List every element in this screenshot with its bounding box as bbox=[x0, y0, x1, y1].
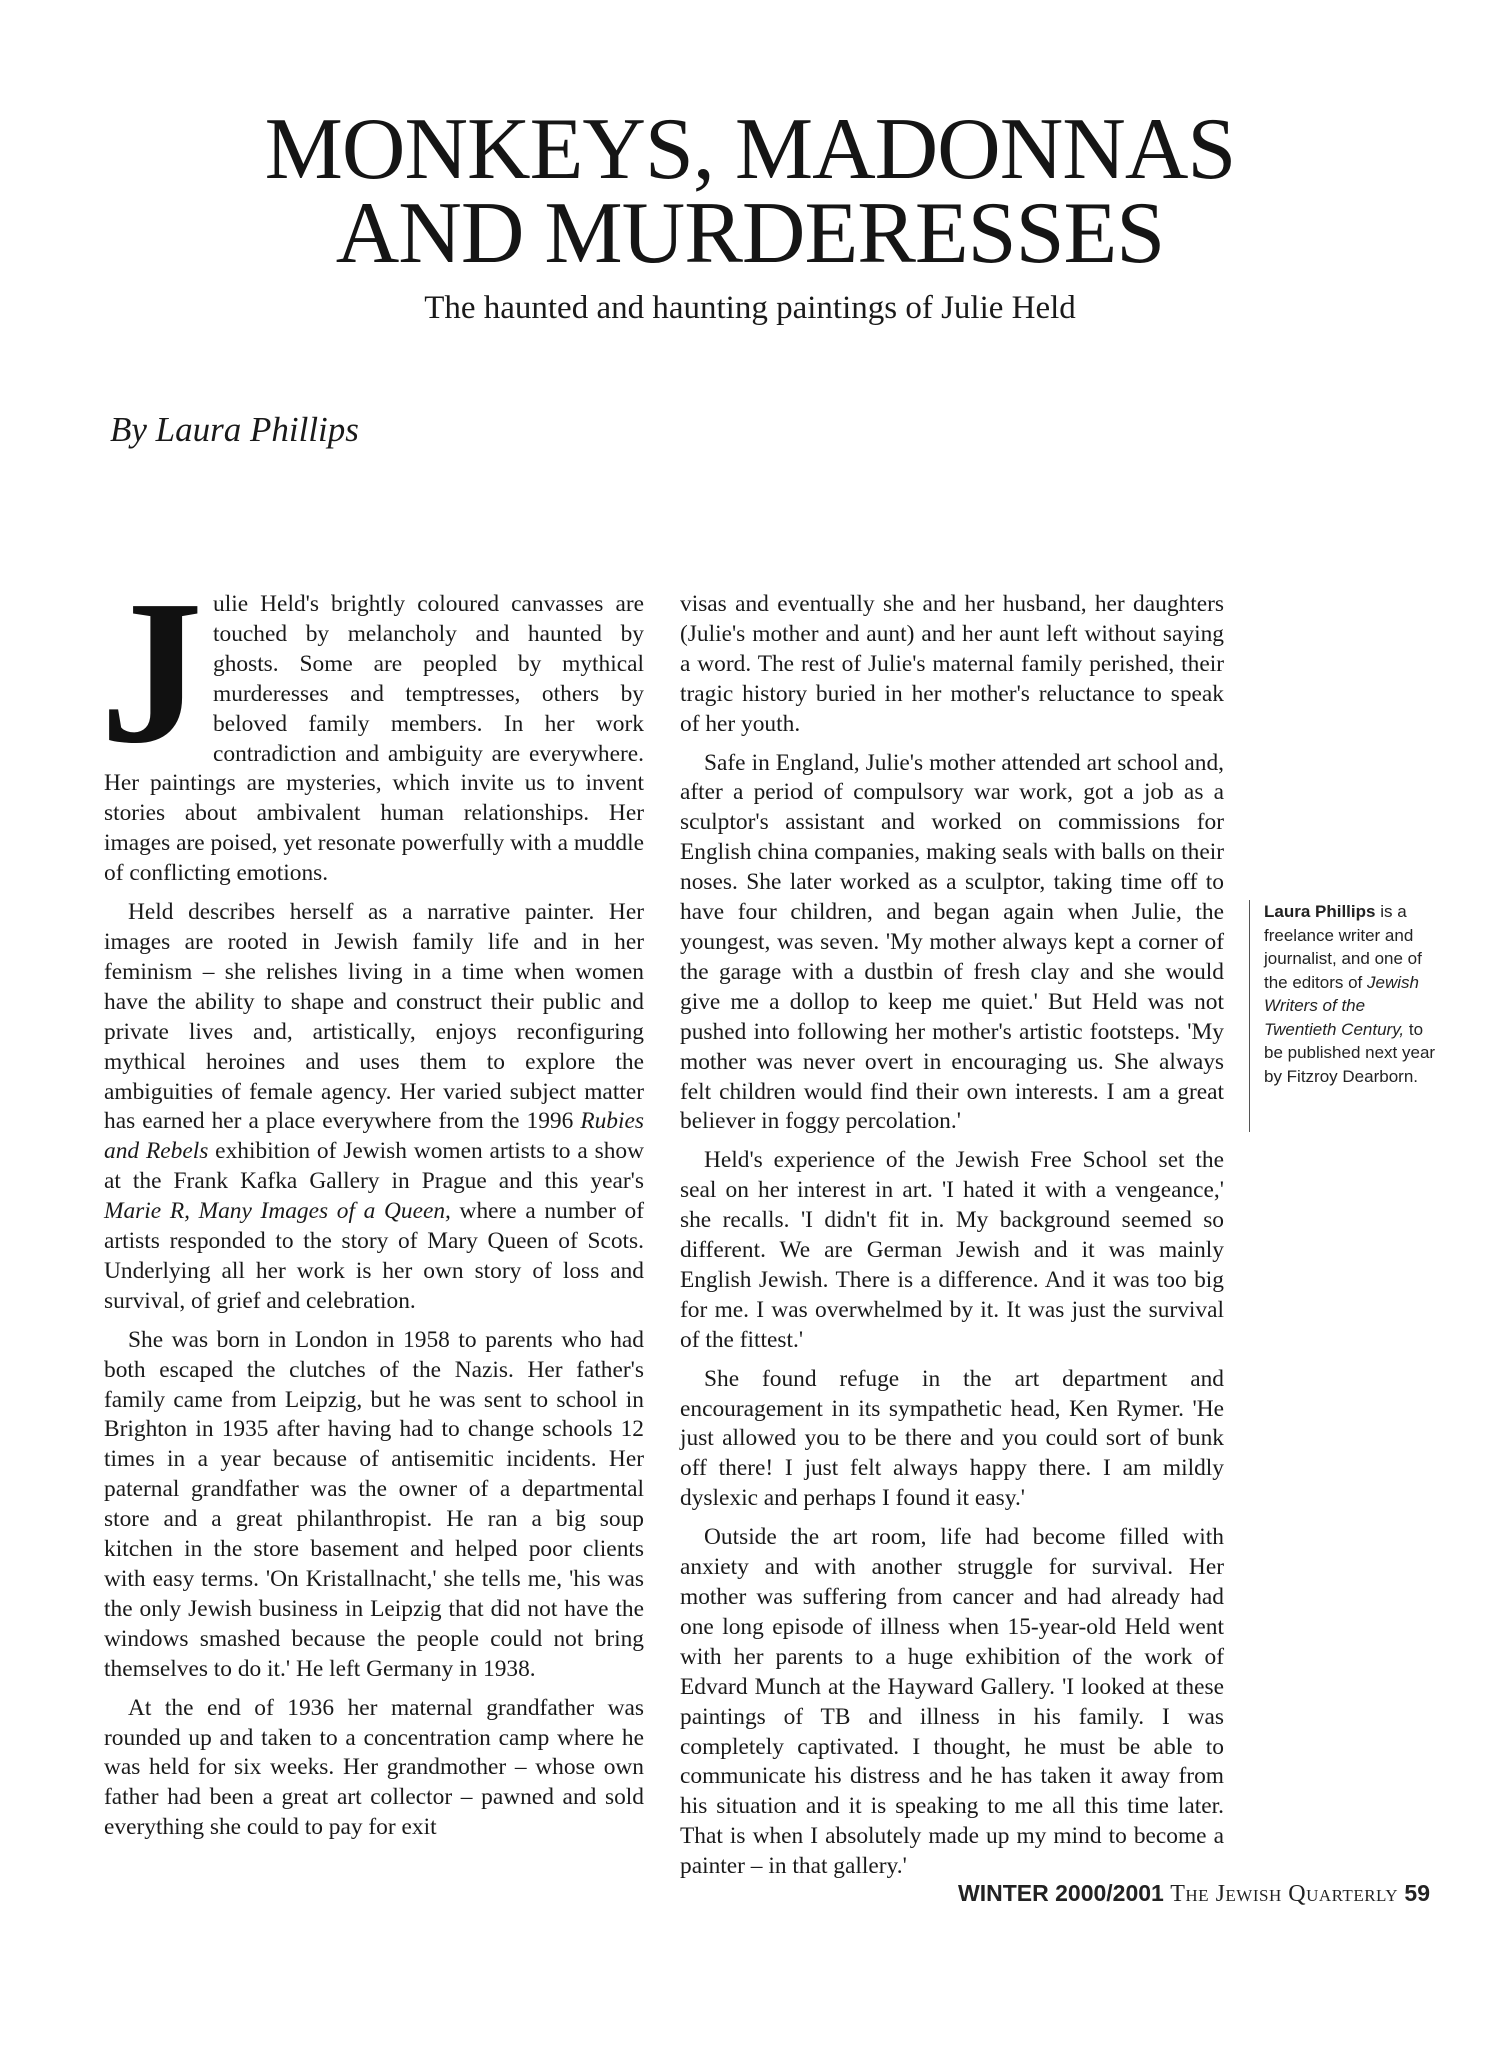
drop-cap: J bbox=[100, 557, 203, 786]
article-column-right bbox=[680, 590, 1224, 1891]
paragraph bbox=[104, 898, 644, 1317]
book-title: Jewish Writers of the Twentieth Century, bbox=[1264, 972, 1419, 1039]
page-number: 59 bbox=[1404, 1880, 1430, 1906]
paragraph: Safe in England, Julie's mother attended art school and, after a period of compulsory war work, got a job as a sculptor's assistant and worked on commissions for English china companies, making seals with balls on their noses. She later worked as a sculptor, taking time off to have four children, and began again when Julie, the youngest, was seven. 'My mother always kept a corner of the garage with a dustbin of fresh clay and she would give me a dollop to keep me quiet.' But Held was not pushed into following her mother's artistic footsteps. 'My mother was never overt in encouraging us. She always felt children would find their own interests. I am a great believer in foggy percolation.' bbox=[680, 749, 1224, 1135]
exhibition-title: Marie R, Many Images of a Queen, bbox=[104, 1198, 451, 1225]
paragraph: She was born in London in 1958 to parents who had both escaped the clutches of the Nazis. Her father's family came from Leipzig, but he was sent to school in Brighton in 1935 after having had to change schools 12 times in a year because of antisemitic incidents. Her paternal grandfather was the owner of a departmental store and a great philanthropist. He ran a big soup kitchen in the store basement and helped poor clients with easy terms. 'On Kristallnacht,' she tells me, 'his was the only Jewish business in Leipzig that did not have the windows smashed because the people could not bring themselves to do it.' He left Germany in 1938. bbox=[104, 1326, 644, 1682]
paragraph-text: ulie Held's brightly coloured canvasses are touched by melancholy and haunted by ghosts. Some are peopled by mythical murderesses and temptresses, others by beloved family members. In her work contradiction and ambiguity are everywhere. Her paintings are mysteries, which invite us to invent stories about ambivalent human relationships. Her images are poised, yet resonate powerfully with a muddle of conflicting emotions. bbox=[104, 591, 644, 887]
title-line-2: AND MURDERESSES bbox=[335, 185, 1165, 282]
magazine-name: The Jewish Quarterly bbox=[1170, 1881, 1399, 1907]
article-title bbox=[0, 101, 1500, 282]
paragraph: She found refuge in the art department and encouragement in its sympathetic head, Ken Rymer. 'He just allowed you to be there and you could sort of bunk off there! I just felt always happy there. I am mildly dyslexic and perhaps I found it easy.' bbox=[680, 1365, 1224, 1512]
author-name: Laura Phillips bbox=[1264, 902, 1376, 921]
paragraph: Held's experience of the Jewish Free School set the seal on her interest in art. 'I hated it with a vengeance,' she recalls. 'I didn't fit in. My background seemed so different. We are German Jewish and it was mainly English Jewish. There is a difference. And it was too big for me. I was overwhelmed by it. It was just the survival of the fittest.' bbox=[680, 1147, 1224, 1353]
paragraph-text: exhibition of Jewish women artists to a show at the Frank Kafka Gallery in Prague and this year's bbox=[104, 1138, 644, 1195]
paragraph bbox=[100, 557, 644, 889]
article-column-left bbox=[100, 557, 645, 1852]
issue-date: WINTER 2000/2001 bbox=[958, 1880, 1164, 1906]
bio-text: to be published next year by Fitzroy Dearborn. bbox=[1264, 1019, 1436, 1086]
exhibition-title: Rubies and Rebels bbox=[104, 1108, 644, 1165]
paragraph: visas and eventually she and her husband, her daughters (Julie's mother and aunt) and her aunt left without saying a word. The rest of Julie's maternal family perished, their tragic history buried in her mother's reluctance to speak of her youth. bbox=[680, 591, 1224, 737]
paragraph-text: Held describes herself as a narrative painter. Her images are rooted in Jewish family life and in her feminism – she relishes living in a time when women have the ability to shape and construct their public and private lives and, artistically, enjoys reconfiguring mythical heroines and uses them to explore the ambiguities of female agency. Her varied subject matter has earned her a place everywhere from the 1996 bbox=[104, 899, 644, 1135]
author-bio bbox=[1249, 900, 1442, 1132]
bio-text: is a freelance writer and journalist, and one of the editors of bbox=[1264, 902, 1422, 992]
paragraph-text: where a number of artists responded to the story of Mary Queen of Scots. Underlying all her work is her own story of loss and survival, of grief and celebration. bbox=[104, 1198, 645, 1314]
paragraph: Outside the art room, life had become filled with anxiety and with another struggle for survival. Her mother was suffering from cancer and had already had one long episode of illness when 15-year-old Held went with her parents to a huge exhibition of the work of Edvard Munch at the Hayward Gallery. 'I looked at these paintings of TB and illness in his family. I was completely captivated. I thought, he must be able to communicate his distress and he has taken it away from his situation and it is speaking to me all this time later. That is when I absolutely made up my mind to become a painter – in that gallery.' bbox=[680, 1524, 1224, 1880]
paragraph: At the end of 1936 her maternal grandfather was rounded up and taken to a concentration camp where he was held for six weeks. Her grandmother – whose own father had been a great art collector – pawned and sold everything she could to pay for exit bbox=[104, 1694, 644, 1841]
article-subtitle: The haunted and haunting paintings of Julie Held bbox=[424, 290, 1076, 326]
byline: By Laura Phillips bbox=[110, 410, 359, 449]
page-footer bbox=[958, 1880, 1430, 1908]
title-line-1: MONKEYS, MADONNAS bbox=[264, 101, 1236, 198]
